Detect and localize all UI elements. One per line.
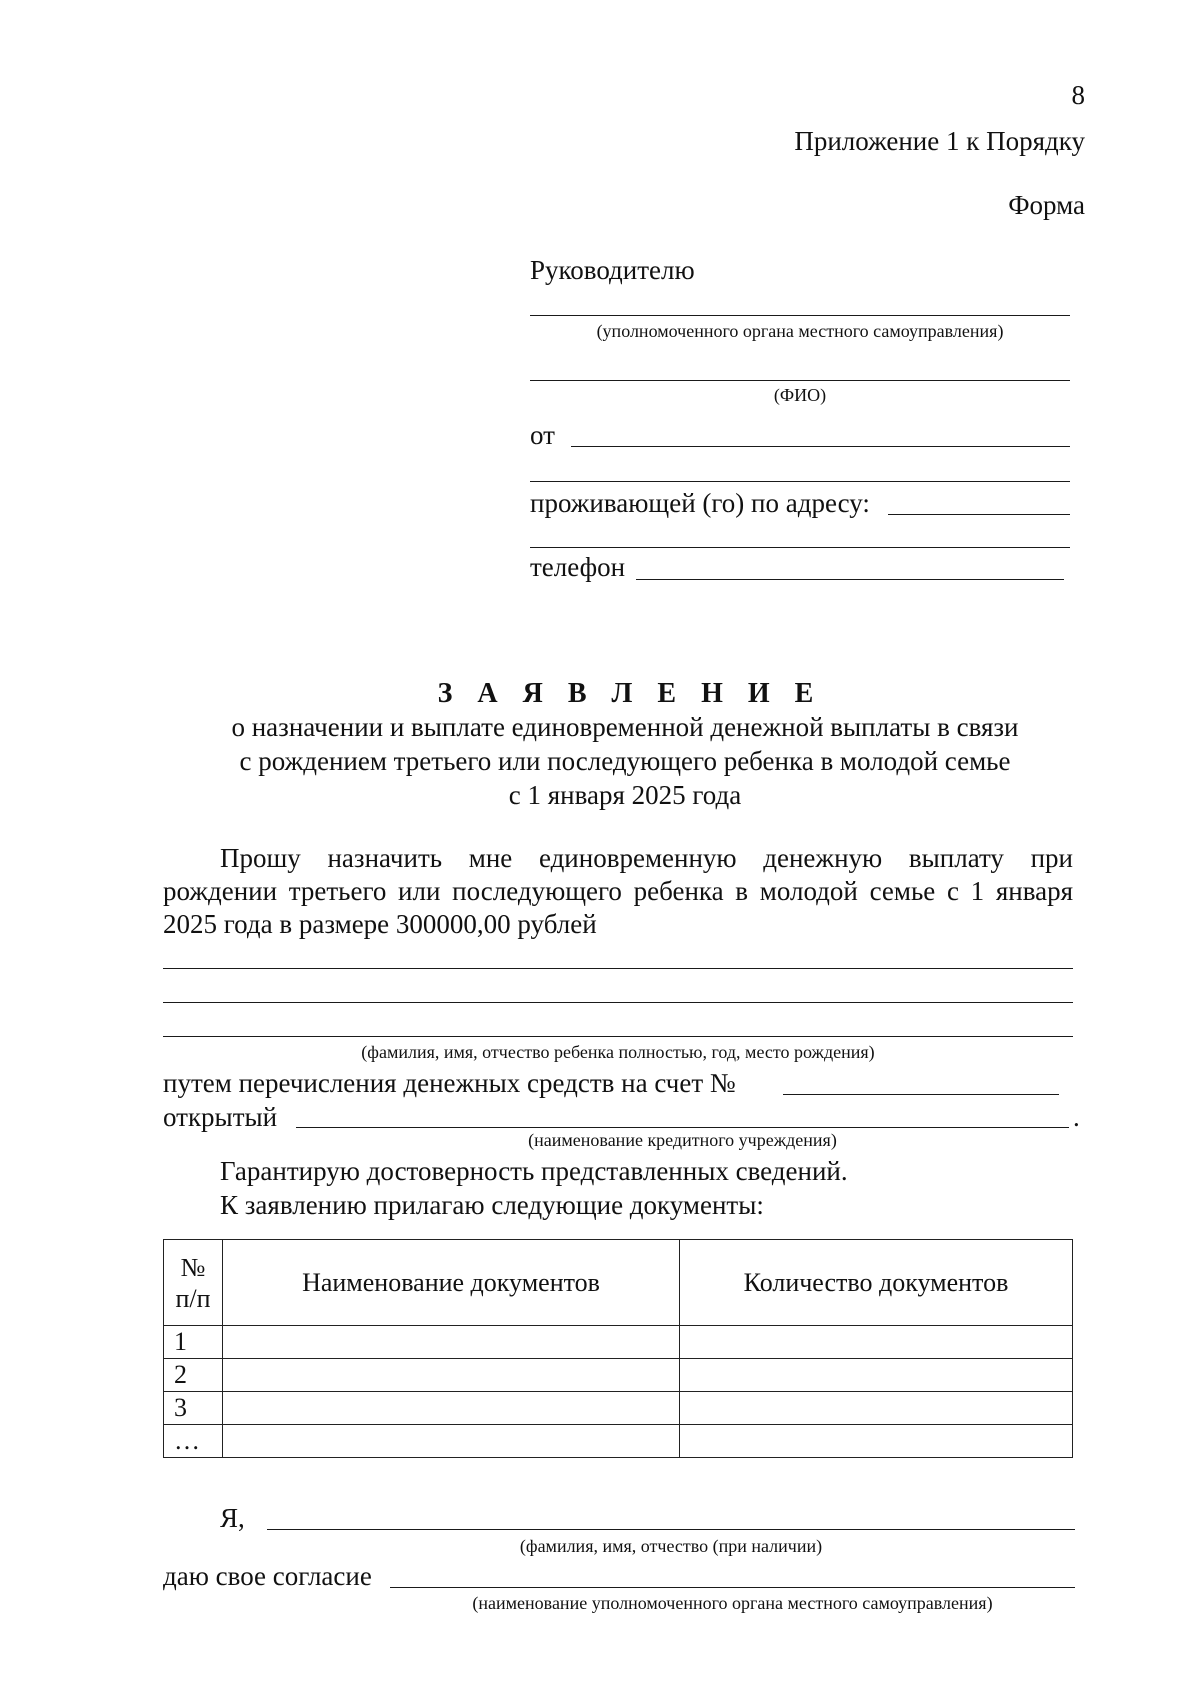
- document-title: З А Я В Л Е Н И Е: [437, 678, 823, 709]
- consent-org-field[interactable]: [390, 1587, 1075, 1588]
- header-num-line-2: п/п: [175, 1283, 211, 1313]
- header-num: [164, 1240, 223, 1326]
- address-field-continuation[interactable]: [530, 547, 1070, 548]
- row-name-cell[interactable]: [223, 1326, 680, 1359]
- transfer-label: путем перечисления денежных средств на счет №: [163, 1068, 736, 1098]
- appendix-label: Приложение 1 к Порядку: [794, 126, 1085, 156]
- child-line-2[interactable]: [163, 1002, 1073, 1003]
- documents-table: [163, 1239, 1073, 1458]
- request-paragraph: [163, 842, 1073, 941]
- bank-caption: (наименование кредитного учреждения): [528, 1130, 837, 1150]
- table-header-row: [164, 1240, 1073, 1326]
- phone-field[interactable]: [636, 579, 1064, 580]
- title-line-2: с рождением третьего или последующего ребенка в молодой семье: [239, 746, 1011, 776]
- row-num: 1: [164, 1326, 223, 1359]
- row-count-cell[interactable]: [680, 1359, 1073, 1392]
- row-num: 2: [164, 1359, 223, 1392]
- consent-org-caption: (наименование уполномоченного органа местного самоуправления): [472, 1593, 993, 1613]
- table-row: [164, 1359, 1073, 1392]
- title-line-1: о назначении и выплате единовременной денежной выплаты в связи: [231, 712, 1019, 742]
- guarantee-text: Гарантирую достоверность представленных сведений.: [220, 1156, 848, 1186]
- opened-end: .: [1073, 1102, 1080, 1132]
- row-name-cell[interactable]: [223, 1425, 680, 1458]
- row-count-cell[interactable]: [680, 1425, 1073, 1458]
- consent-fio-caption: (фамилия, имя, отчество (при наличии): [519, 1536, 823, 1556]
- table-row: [164, 1392, 1073, 1425]
- row-count-cell[interactable]: [680, 1326, 1073, 1359]
- bank-name-field[interactable]: [296, 1127, 1069, 1128]
- row-num: …: [164, 1425, 223, 1458]
- from-field-continuation[interactable]: [530, 481, 1070, 482]
- consent-fio-field[interactable]: [267, 1529, 1075, 1530]
- phone-label: телефон: [530, 552, 626, 582]
- row-num: 3: [164, 1392, 223, 1425]
- child-caption: (фамилия, имя, отчество ребенка полностью, год, место рождения): [361, 1042, 875, 1062]
- attach-text: К заявлению прилагаю следующие документы:: [220, 1190, 764, 1220]
- child-line-1[interactable]: [163, 968, 1073, 969]
- address-field[interactable]: [888, 514, 1070, 515]
- address-label: проживающей (го) по адресу:: [530, 488, 870, 518]
- page-number: 8: [1071, 80, 1085, 110]
- row-count-cell[interactable]: [680, 1392, 1073, 1425]
- addressee-to: Руководителю: [530, 255, 695, 285]
- fio-caption: (ФИО): [773, 385, 827, 405]
- row-name-cell[interactable]: [223, 1392, 680, 1425]
- row-name-cell[interactable]: [223, 1359, 680, 1392]
- org-line: [530, 315, 1070, 316]
- request-line-2: рождении третьего или последующего ребенка в молодой семье с 1 января: [163, 876, 1073, 906]
- request-line-1: Прошу назначить мне единовременную денежную выплату при: [220, 843, 1073, 873]
- table-row: [164, 1425, 1073, 1458]
- request-line-3: 2025 года в размере 300000,00 рублей: [163, 909, 597, 939]
- header-num-line-1: №: [180, 1252, 206, 1282]
- from-label: от: [530, 420, 555, 450]
- org-caption: (уполномоченного органа местного самоуправления): [596, 321, 1004, 341]
- table-row: [164, 1326, 1073, 1359]
- form-label: Форма: [1008, 190, 1085, 220]
- child-line-3[interactable]: [163, 1036, 1073, 1037]
- header-name: Наименование документов: [223, 1240, 680, 1326]
- fio-line: [530, 380, 1070, 381]
- title-line-3: с 1 января 2025 года: [508, 780, 742, 810]
- account-number-field[interactable]: [783, 1094, 1059, 1095]
- consent-label: даю свое согласие: [163, 1561, 372, 1591]
- opened-label: открытый: [163, 1102, 278, 1132]
- header-count: Количество документов: [680, 1240, 1073, 1326]
- from-field[interactable]: [571, 446, 1070, 447]
- i-label: Я,: [220, 1503, 245, 1533]
